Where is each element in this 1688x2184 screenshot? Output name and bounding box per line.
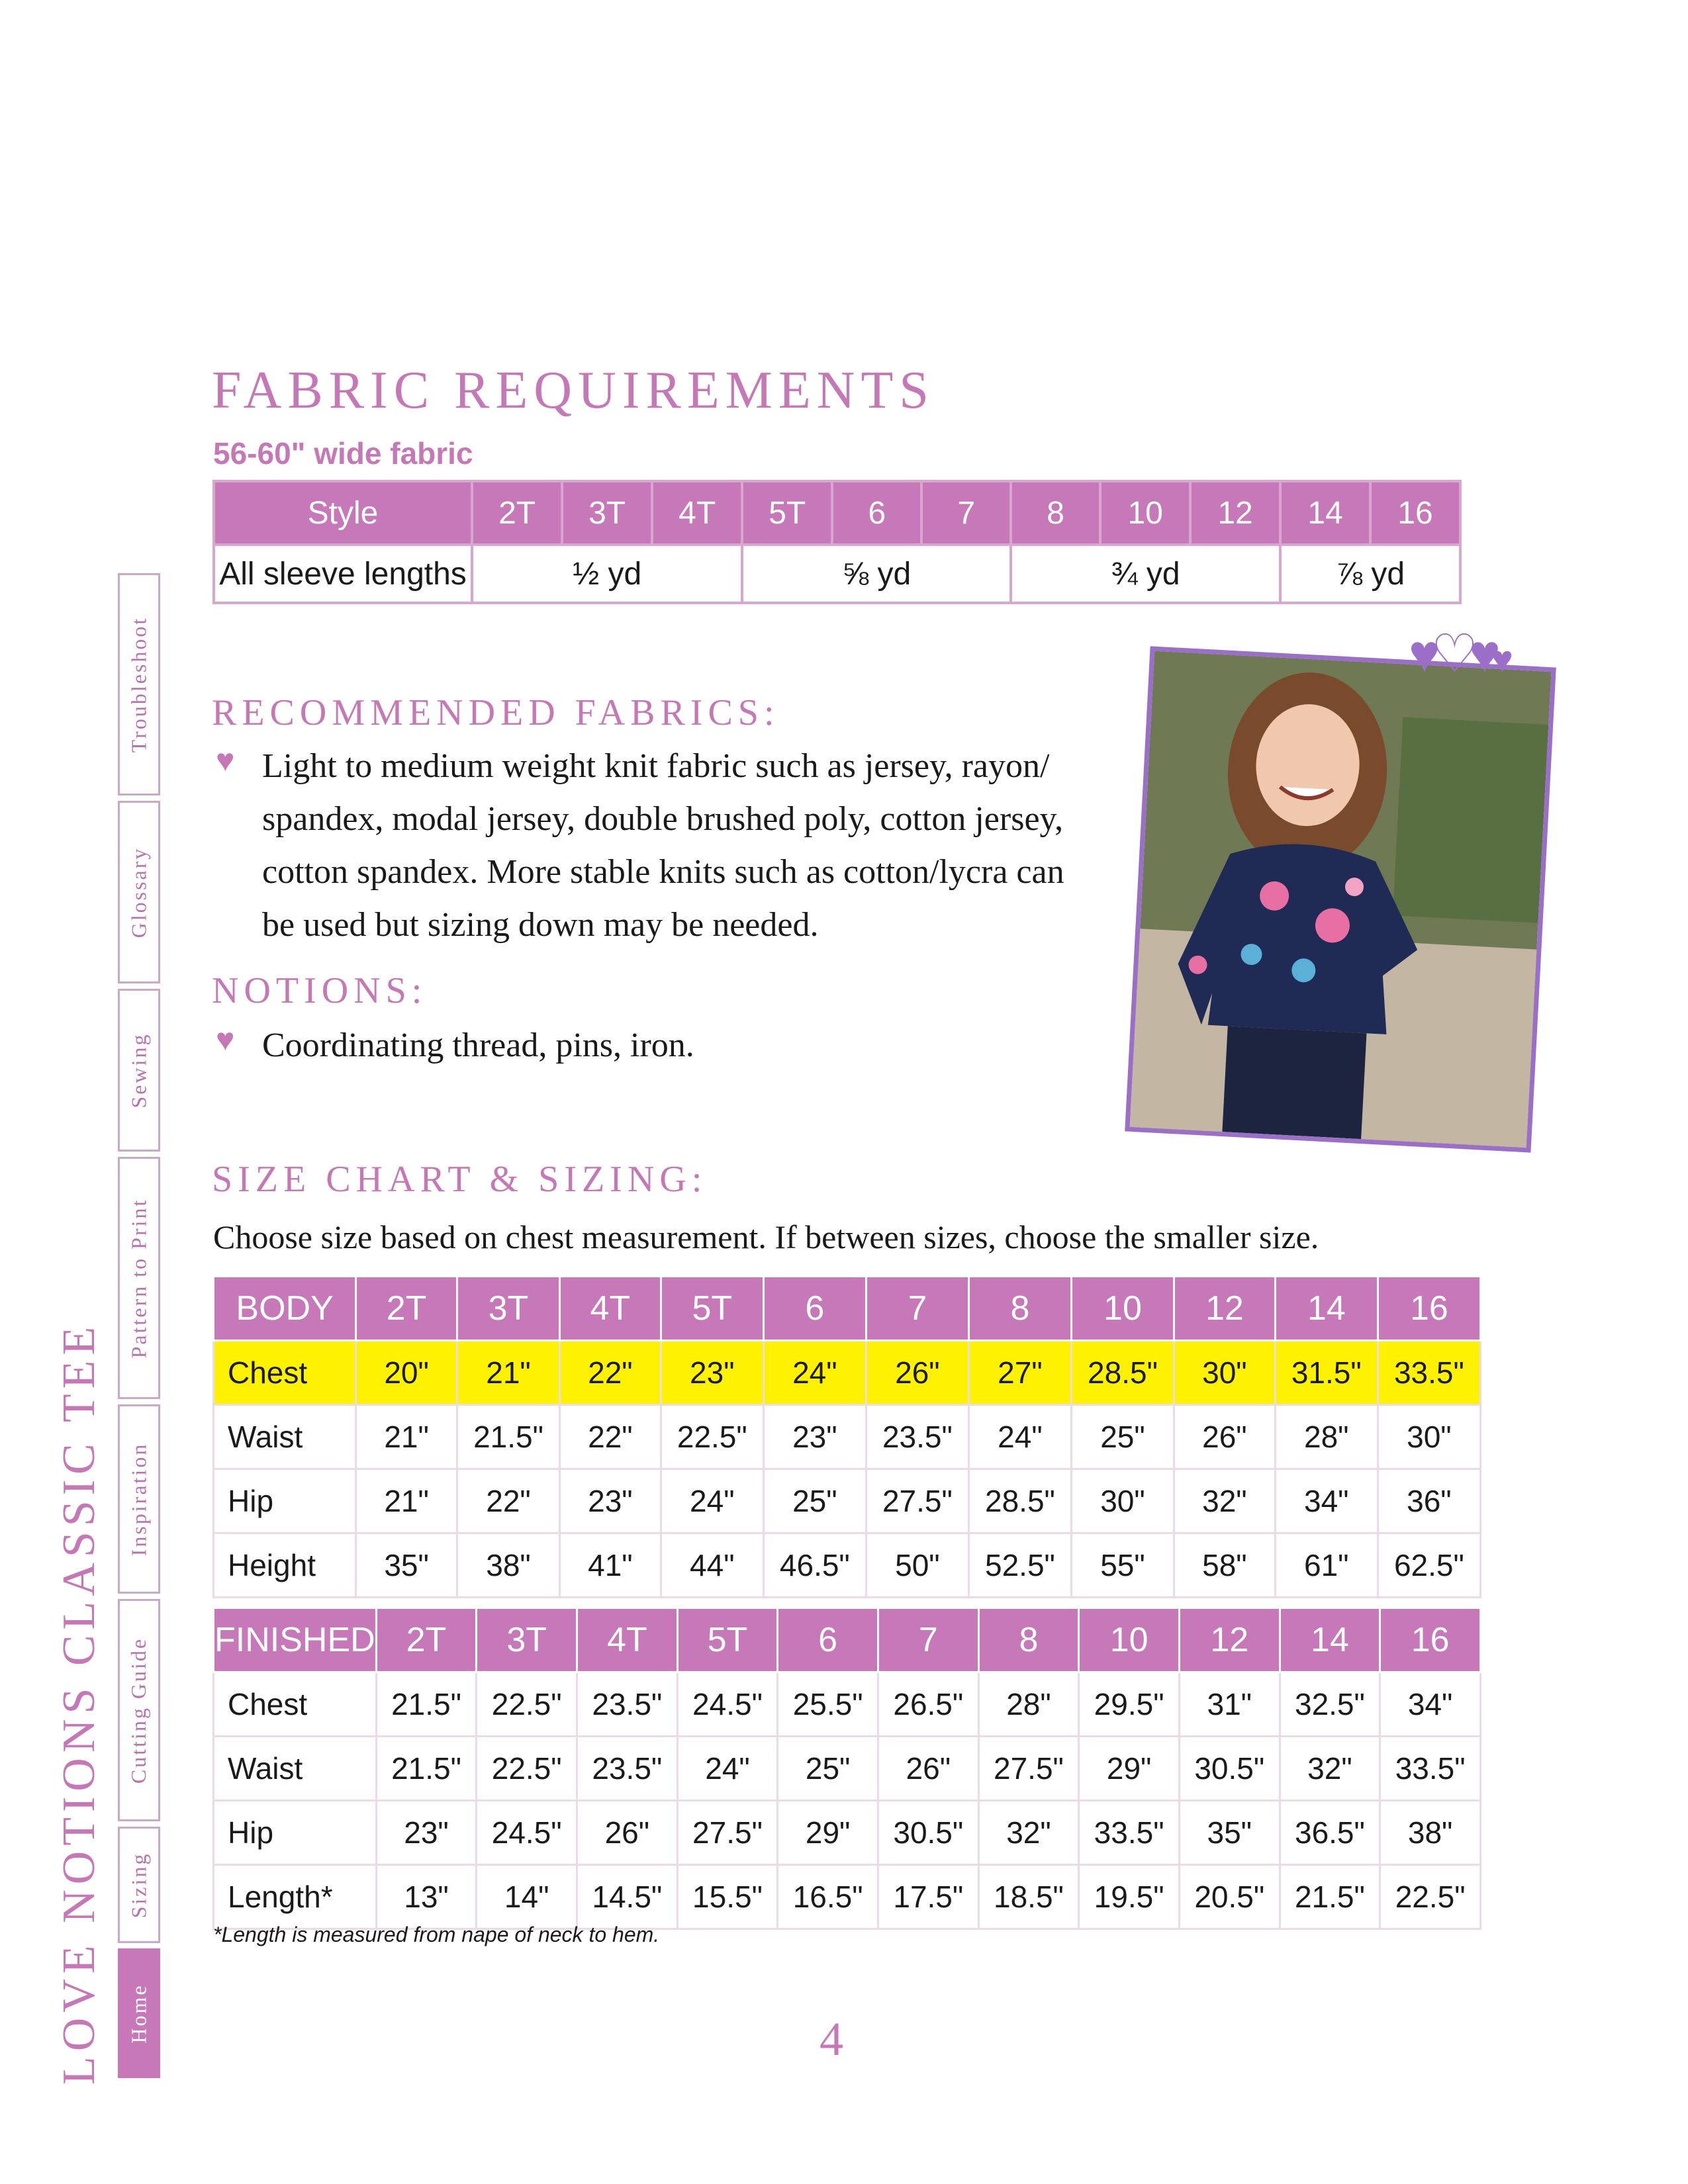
table-row [214,1533,1481,1598]
fabric-size-header: 14 [1280,481,1370,545]
finished-header: FINISHED [214,1608,377,1672]
brand-title: LOVE NOTIONS CLASSIC TEE [54,1321,105,2085]
cell: 31.5" [1275,1341,1378,1405]
cell: 27" [968,1341,1071,1405]
cell: 27.5" [866,1469,968,1533]
table-row [214,1469,1481,1533]
size-header: 6 [763,1277,866,1341]
fabric-width-subtitle: 56-60" wide fabric [213,436,473,471]
fabric-size-header: 4T [652,481,742,545]
cell: 58" [1174,1533,1276,1598]
tab-inspiration[interactable] [118,1404,160,1594]
cell: 21.5" [376,1672,477,1737]
tab-glossary[interactable] [118,801,160,983]
cell: 32" [1174,1469,1276,1533]
fabric-amount: ½ yd [472,545,742,603]
row-label: Hip [214,1801,377,1865]
table-row [214,1737,1481,1801]
cell: 23.5" [577,1672,678,1737]
cell: 22" [457,1469,559,1533]
cell: 28.5" [968,1469,1071,1533]
cell: 32" [1280,1737,1380,1801]
cell: 34" [1275,1469,1378,1533]
cell: 14" [477,1865,577,1929]
cell: 26" [878,1737,978,1801]
fabric-size-header: 6 [832,481,921,545]
cell: 31" [1179,1672,1280,1737]
size-header: 4T [560,1277,661,1341]
cell: 41" [560,1533,661,1598]
cell: 23.5" [577,1737,678,1801]
cell: 22.5" [477,1737,577,1801]
notions-text: Coordinating thread, pins, iron. [262,1026,694,1064]
cell: 23" [661,1341,763,1405]
cell: 26" [1174,1405,1276,1469]
fabric-amount: ⅝ yd [742,545,1011,603]
cell: 22.5" [477,1672,577,1737]
table-row [214,1341,1481,1405]
cell: 22" [560,1405,661,1469]
fabric-size-header: 7 [921,481,1011,545]
cell: 16.5" [778,1865,878,1929]
fabric-size-header: 12 [1190,481,1280,545]
cell: 38" [457,1533,559,1598]
length-footnote: *Length is measured from nape of neck to hem. [213,1923,660,1946]
tab-label: Cutting Guide [126,1637,151,1784]
row-label: Chest [214,1341,356,1405]
tab-label: Glossary [126,846,151,938]
size-header: 8 [978,1608,1079,1672]
cell: 50" [866,1533,968,1598]
cell: 26" [577,1801,678,1865]
size-header: 10 [1071,1277,1174,1341]
fabric-amount: ⅞ yd [1280,545,1460,603]
table-row [214,1405,1481,1469]
cell: 25" [763,1469,866,1533]
cell: 15.5" [677,1865,778,1929]
cell: 55" [1071,1533,1174,1598]
size-header: 14 [1280,1608,1380,1672]
cell: 33.5" [1079,1801,1180,1865]
cell: 30.5" [1179,1737,1280,1801]
fabric-size-header: 10 [1100,481,1190,545]
size-header: 14 [1275,1277,1378,1341]
model-photo [1125,646,1556,1152]
tab-sizing[interactable] [118,1827,160,1943]
recommended-line: be used but sizing down may be needed. [262,906,819,944]
cell: 25" [778,1737,878,1801]
cell: 22.5" [661,1405,763,1469]
girl-in-floral-tee-image [1130,651,1552,1148]
cell: 32.5" [1280,1672,1380,1737]
tab-label: Inspiration [126,1442,151,1556]
cell: 22.5" [1380,1865,1481,1929]
cell: 28.5" [1071,1341,1174,1405]
cell: 29" [1079,1737,1180,1801]
cell: 19.5" [1079,1865,1180,1929]
tab-sewing[interactable] [118,989,160,1152]
fabric-size-header: 5T [742,481,832,545]
tab-troubleshoot[interactable] [118,573,160,796]
size-header: 12 [1174,1277,1276,1341]
cell: 36.5" [1280,1801,1380,1865]
cell: 21" [356,1405,457,1469]
size-header: 2T [356,1277,457,1341]
cell: 17.5" [878,1865,978,1929]
size-chart-intro: Choose size based on chest measurement. If between sizes, choose the smaller size. [213,1218,1319,1255]
cell: 26" [866,1341,968,1405]
tab-label: Home [126,1983,151,2044]
fabric-row-label: All sleeve lengths [214,545,472,603]
cell: 21.5" [457,1405,559,1469]
notions-title: NOTIONS: [212,970,428,1011]
cell: 21.5" [376,1737,477,1801]
body-header: BODY [214,1277,356,1341]
fabric-requirements-table [212,480,1462,604]
cell: 24.5" [677,1672,778,1737]
cell: 14.5" [577,1865,678,1929]
cell: 21" [356,1469,457,1533]
size-header: 3T [477,1608,577,1672]
recommended-line: spandex, modal jersey, double brushed poly, cotton jersey, [262,800,1064,838]
cell: 23" [376,1801,477,1865]
finished-measurements-table [212,1607,1481,1930]
size-header: 3T [457,1277,559,1341]
row-label: Length* [214,1865,377,1929]
cell: 28" [1275,1405,1378,1469]
fabric-size-header: 2T [472,481,562,545]
table-row [214,1801,1481,1865]
cell: 18.5" [978,1865,1079,1929]
cell: 24" [968,1405,1071,1469]
cell: 24" [661,1469,763,1533]
cell: 30.5" [878,1801,978,1865]
cell: 35" [1179,1801,1280,1865]
size-header: 7 [878,1608,978,1672]
size-header: 10 [1079,1608,1180,1672]
hearts-decoration-icon: ♥♡♥♥ [1409,624,1504,683]
fabric-size-header: 3T [562,481,652,545]
cell: 29.5" [1079,1672,1180,1737]
recommended-fabrics-title: RECOMMENDED FABRICS: [212,692,780,733]
row-label: Waist [214,1405,356,1469]
size-header: 8 [968,1277,1071,1341]
cell: 25.5" [778,1672,878,1737]
tab-label: Sizing [126,1852,151,1918]
cell: 23" [560,1469,661,1533]
tab-cutting-guide[interactable] [118,1599,160,1821]
row-label: Height [214,1533,356,1598]
recommended-fabrics-text [262,740,1162,952]
size-header: 2T [376,1608,477,1672]
cell: 61" [1275,1533,1378,1598]
cell: 28" [978,1672,1079,1737]
cell: 22" [560,1341,661,1405]
cell: 24" [677,1737,778,1801]
tab-label: Pattern to Print [126,1198,151,1358]
cell: 33.5" [1380,1737,1481,1801]
cell: 30" [1071,1469,1174,1533]
cell: 20.5" [1179,1865,1280,1929]
fabric-size-header: 16 [1370,481,1460,545]
fabric-size-header: 8 [1011,481,1100,545]
cell: 29" [778,1801,878,1865]
cell: 21" [457,1341,559,1405]
cell: 34" [1380,1672,1481,1737]
table-row [214,1865,1481,1929]
cell: 62.5" [1378,1533,1480,1598]
row-label: Waist [214,1737,377,1801]
cell: 21.5" [1280,1865,1380,1929]
size-header: 16 [1378,1277,1480,1341]
size-header: 12 [1179,1608,1280,1672]
tab-pattern-to-print[interactable] [118,1157,160,1399]
tab-home[interactable] [118,1948,160,2078]
cell: 26.5" [878,1672,978,1737]
row-label: Hip [214,1469,356,1533]
size-header: 16 [1380,1608,1481,1672]
cell: 32" [978,1801,1079,1865]
cell: 20" [356,1341,457,1405]
heart-bullet-icon: ♥ [216,743,235,778]
cell: 23.5" [866,1405,968,1469]
cell: 27.5" [677,1801,778,1865]
cell: 38" [1380,1801,1481,1865]
cell: 27.5" [978,1737,1079,1801]
recommended-line: cotton spandex. More stable knits such as cotton/lycra can [262,853,1064,891]
page-number: 4 [820,2013,843,2066]
size-header: 6 [778,1608,878,1672]
cell: 23" [763,1405,866,1469]
table-row [214,1672,1481,1737]
cell: 44" [661,1533,763,1598]
cell: 52.5" [968,1533,1071,1598]
tab-label: Troubleshoot [126,616,151,752]
size-header: 5T [661,1277,763,1341]
size-header: 4T [577,1608,678,1672]
fabric-amount: ¾ yd [1011,545,1280,603]
tab-label: Sewing [126,1032,151,1108]
recommended-line: Light to medium weight knit fabric such as jersey, rayon/ [262,747,1050,785]
cell: 13" [376,1865,477,1929]
cell: 35" [356,1533,457,1598]
cell: 36" [1378,1469,1480,1533]
body-measurements-table [212,1275,1481,1598]
cell: 30" [1378,1405,1480,1469]
size-header: 5T [677,1608,778,1672]
cell: 46.5" [763,1533,866,1598]
cell: 30" [1174,1341,1276,1405]
cell: 25" [1071,1405,1174,1469]
fabric-requirements-title: FABRIC REQUIREMENTS [212,361,935,420]
size-chart-title: SIZE CHART & SIZING: [212,1159,708,1200]
cell: 33.5" [1378,1341,1480,1405]
heart-bullet-icon: ♥ [216,1023,235,1058]
fabric-style-header: Style [214,481,472,545]
row-label: Chest [214,1672,377,1737]
size-header: 7 [866,1277,968,1341]
cell: 24" [763,1341,866,1405]
cell: 24.5" [477,1801,577,1865]
